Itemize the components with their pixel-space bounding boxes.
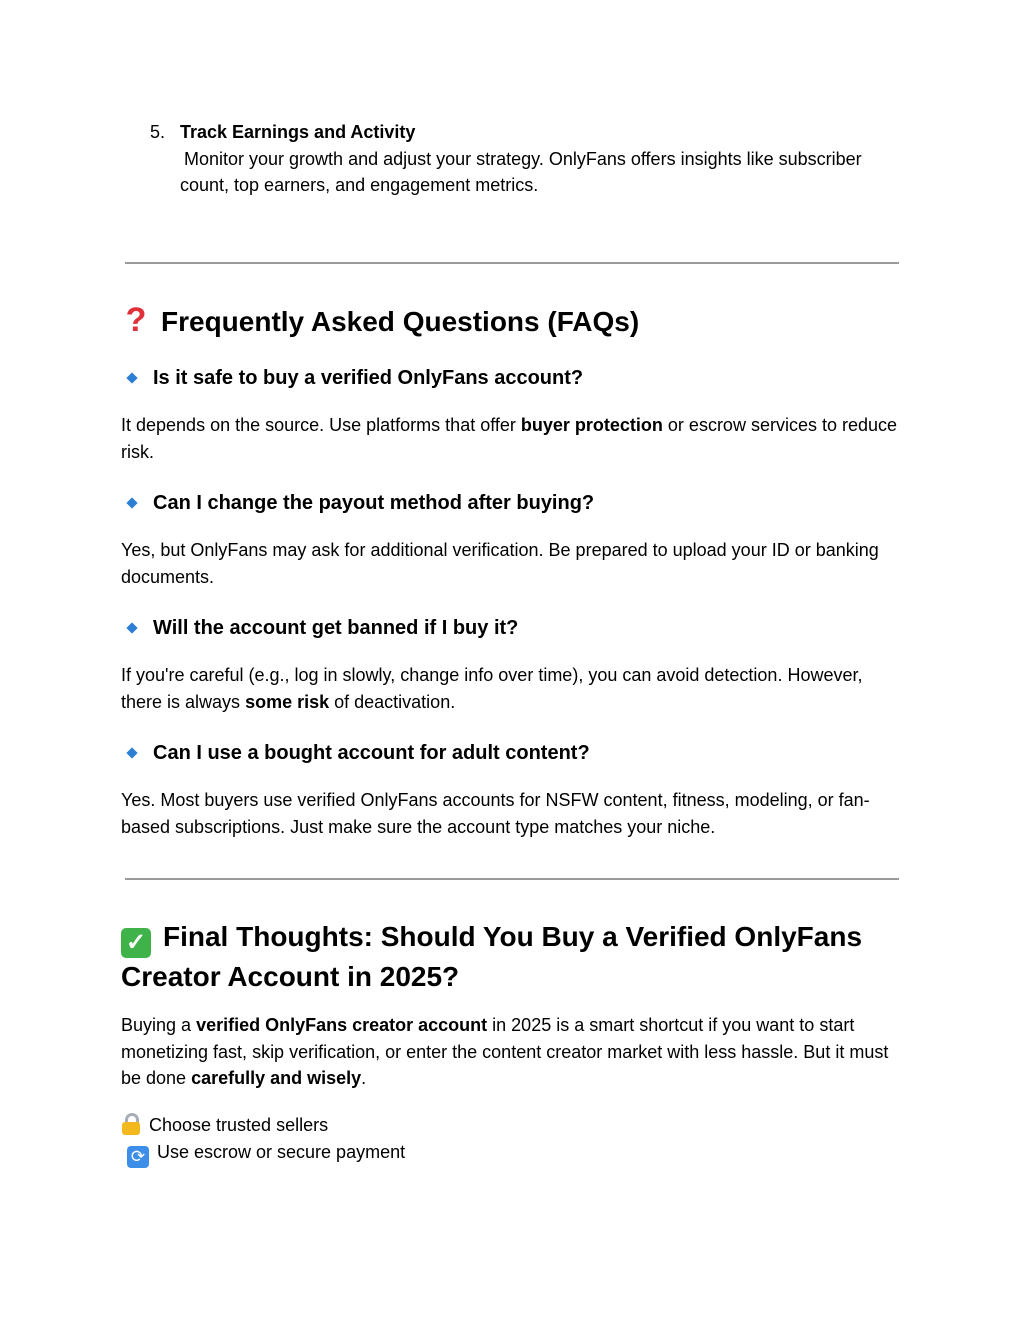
diamond-bullet-icon — [126, 622, 137, 633]
tip-text: Choose trusted sellers — [149, 1115, 329, 1135]
paragraph-text: in 2025 is a smart shortcut if you want to start monetizing fast, skip verification, or enter the content creator market with less hassle. But it must be done — [121, 1015, 889, 1088]
list-item-content — [180, 119, 880, 199]
faq-answer: Yes. Most buyers use verified OnlyFans accounts for NSFW content, fitness, modeling, or fan-based subscriptions. Just make sure the account type matches your niche. — [121, 790, 870, 837]
list-item-text: Monitor your growth and adjust your strategy. OnlyFans offers insights like subscriber count, top earners, and engagement metrics. — [180, 148, 862, 195]
paragraph-bold-text: verified OnlyFans creator account — [196, 1015, 488, 1035]
answer-text: of deactivation. — [329, 691, 456, 712]
final-heading-text: Final Thoughts: Should You Buy a Verified OnlyFans Creator Account in 2025? — [121, 921, 863, 992]
tip-line — [121, 1112, 328, 1139]
final-paragraph — [121, 1012, 905, 1092]
list-item-number: 5. — [150, 122, 166, 142]
faq-heading — [121, 302, 639, 340]
faq-question: Can I change the payout method after buying? — [153, 492, 595, 514]
diamond-bullet-icon — [126, 497, 137, 508]
faq-heading-text: Frequently Asked Questions (FAQs) — [161, 306, 640, 337]
answer-text: If you're careful (e.g., log in slowly, change info over time), you can avoid detection. However, there is always — [121, 665, 863, 712]
lock-icon — [121, 1113, 141, 1135]
question-mark-icon: ? — [125, 301, 147, 339]
faq-answer — [121, 412, 903, 465]
faq-question: Can I use a bought account for adult content? — [153, 742, 590, 764]
paragraph-bold-text: carefully and wisely — [191, 1068, 362, 1088]
answer-bold-text: some risk — [245, 691, 330, 712]
faq-answer: Yes, but OnlyFans may ask for additional verification. Be prepared to upload your ID or banking documents. — [121, 540, 879, 587]
diamond-bullet-icon — [126, 747, 137, 758]
faq-question: Will the account get banned if I buy it? — [153, 617, 519, 639]
horizontal-rule — [125, 262, 899, 264]
horizontal-rule — [125, 878, 899, 880]
cycle-arrows-icon: ⟳ — [127, 1146, 149, 1168]
faq-answer — [121, 662, 903, 715]
list-item-title: Track Earnings and Activity — [180, 122, 416, 142]
answer-text: or escrow services to reduce risk. — [121, 415, 898, 462]
faq-question: Is it safe to buy a verified OnlyFans account? — [153, 367, 584, 389]
check-mark-icon: ✓ — [121, 928, 151, 958]
diamond-bullet-icon — [126, 372, 137, 383]
paragraph-text: . — [361, 1068, 367, 1088]
final-thoughts-heading — [121, 918, 911, 995]
paragraph-text: Buying a — [121, 1015, 197, 1035]
answer-bold-text: buyer protection — [520, 415, 663, 435]
tip-text: Use escrow or secure payment — [157, 1142, 406, 1162]
tip-line — [121, 1139, 405, 1168]
answer-text: It depends on the source. Use platforms that offer — [121, 415, 521, 435]
